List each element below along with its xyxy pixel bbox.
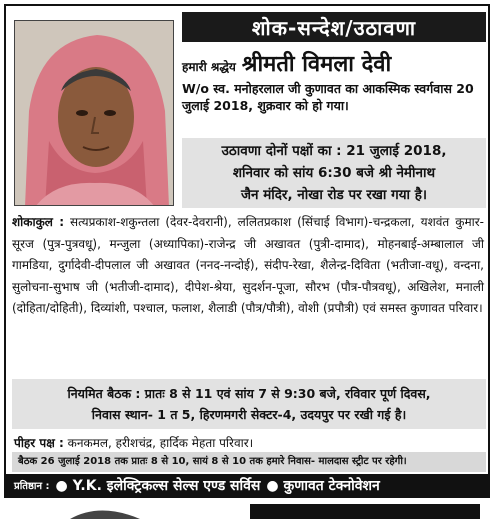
peehar-line	[14, 433, 484, 453]
intro-prefix: हमारी श्रद्धेय	[182, 60, 236, 74]
footer-firm-2: ● कुणावत टेक्नोवेशन	[266, 477, 380, 494]
peehar-label: पीहर पक्ष :	[14, 436, 64, 450]
mourners-list	[12, 212, 484, 320]
baithak-line-2: निवास स्थान- 1 त 5, हिरणमगरी सेक्टर-4, उदयपुर पर रखी गई है।	[91, 407, 407, 422]
title-banner: शोक-सन्देश/उठावणा	[182, 12, 486, 42]
footer-bar	[6, 474, 488, 496]
footer-label: प्रतिष्ठान :	[14, 481, 50, 492]
peehar-text: कनकमल, हरीशचंद्र, हार्दिक मेहता परिवार।	[67, 436, 254, 450]
uthavna-line-1: उठावणा दोनों पक्षों का : 21 जुलाई 2018,	[221, 143, 447, 159]
mourners-label: शोकाकुल :	[12, 215, 65, 229]
uthavna-line-3: जैन मंदिर, नोखा रोड पर रखा गया है।	[240, 187, 428, 203]
portrait-photo	[14, 20, 174, 206]
intro-block	[182, 48, 486, 114]
baithak-line-1: नियमित बैठक : प्रातः 8 से 11 एवं सांय 7 से 9:30 बजे, रविवार पूर्ण दिवस,	[67, 386, 431, 401]
baithak-extension-notice: बैठक 26 जुलाई 2018 तक प्रातः 8 से 10, सायं 8 से 10 तक हमारे निवास- मालदास स्ट्रीट पर रहेगी।	[12, 452, 486, 472]
deceased-name: श्रीमती विमला देवी	[241, 52, 392, 77]
uthavna-line-2: शनिवार को सांय 6:30 बजे श्री नेमीनाथ	[232, 165, 436, 181]
uthavna-box	[182, 138, 486, 208]
mourners-text: सत्यप्रकाश-शकुन्तला (देवर-देवरानी), ललितप्रकाश (सिंचाई विभाग)-चन्द्रकला, यशवंत कुमार-सूरज (पुत्र-पुत्रवधू), मन्जुला (अध्यापिका)-राजेन्द्र जी अखावत (पुत्री-दामाद), मोहनबाई-अम्बालाल जी गामडिया, दुर्गादेवी-दीपलाल जी अखावत (ननद-नन्दोई), संदीप-रेखा, शैलेन्द्र-दिविता (भतीजा-वधू), वन्दना, सुलोचना-सुभाष जी (भतीजी-दामाद), दीपेश-श्रेया, सुदर्शन-पूजा, सौरभ (पौत्र-पौत्रवधू), अखिलेश, मनाली (दोहिता/दोहिती), दिव्यांशी, पश्चाल, फलाश, शैलाडी (पौत्र/पौत्री), वोशी (प्रपौत्री) एवं समस्त कुणावत परिवार।	[12, 215, 484, 315]
footer-firm-1: ● Y.K. इलेक्ट्रिकल्स सेल्स एण्ड सर्विस	[55, 477, 261, 494]
baithak-box	[12, 379, 486, 429]
next-ad-strip	[0, 500, 496, 519]
death-notice-text: W/o स्व. मनोहरलाल जी कुणावत का आकस्मिक स्वर्गवास 20 जुलाई 2018, शुक्रवार को हो गया।	[182, 81, 474, 113]
obituary-advertisement	[4, 4, 490, 498]
portrait-image	[15, 21, 174, 206]
